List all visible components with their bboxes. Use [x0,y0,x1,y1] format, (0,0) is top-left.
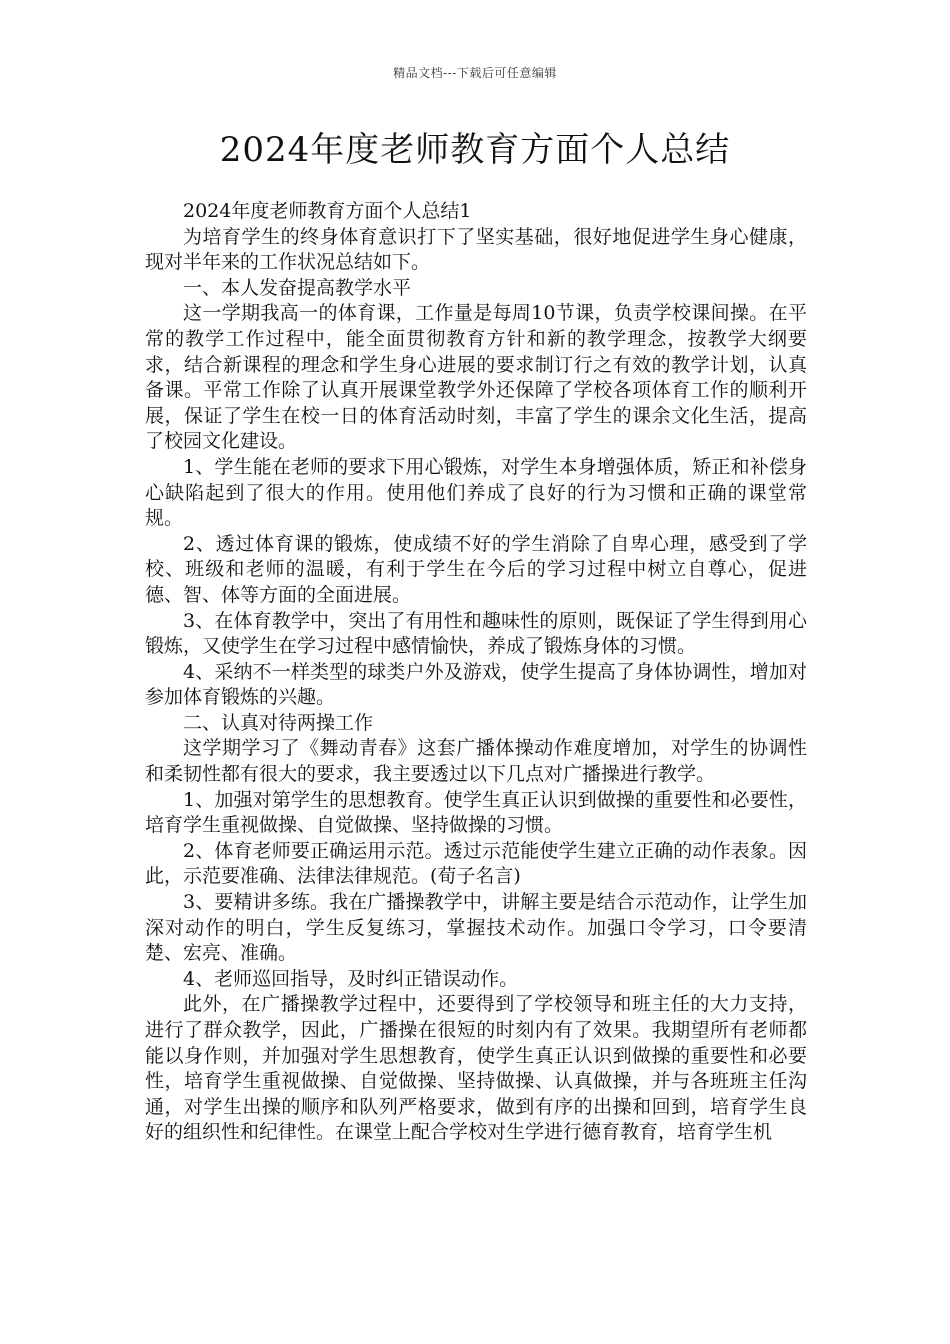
document-title: 2024年度老师教育方面个人总结 [219,130,731,170]
intro-paragraph: 为培育学生的终身体育意识打下了坚实基础，很好地促进学生身心健康，现对半年来的工作状况总结如下。 [145,225,807,274]
header-note: 精品文档---下载后可任意编辑 [393,66,557,80]
closing-paragraph: 此外，在广播操教学过程中，还要得到了学校领导和班主任的大力支持，进行了群众教学，因此，广播操在很短的时刻内有了效果。我期望所有老师都能以身作则，并加强对学生思想教育，使学生真正认识到做操的重要性和必要性，培育学生重视做操、自觉做操、坚持做操、认真做操，并与各班班主任沟通，对学生出操的顺序和队列严格要求，做到有序的出操和回到，培育学生良好的组织性和纪律性。在课堂上配合学校对生学进行德育教育，培育学生机 [145,993,807,1144]
section-1-item-4: 4、采纳不一样类型的球类户外及游戏，使学生提高了身体协调性，增加对参加体育锻炼的兴趣。 [145,660,807,709]
section-2-item-2: 2、体育老师要正确运用示范。透过示范能使学生建立正确的动作表象。因此，示范要准确、法律法律规范。(荀子名言) [145,839,807,888]
section-2-item-1: 1、加强对第学生的思想教育。使学生真正认识到做操的重要性和必要性，培育学生重视做操、自觉做操、坚持做操的习惯。 [145,788,807,837]
section-2-paragraph: 这学期学习了《舞动青春》这套广播体操动作难度增加，对学生的协调性和柔韧性都有很大的要求，我主要透过以下几点对广播操进行教学。 [145,737,807,786]
section-heading-2: 二、认真对待两操工作 [183,711,374,734]
section-2-item-3: 3、要精讲多练。我在广播操教学中，讲解主要是结合示范动作，让学生加深对动作的明白，学生反复练习，掌握技术动作。加强口令学习，口令要清楚、宏亮、准确。 [145,891,807,965]
section-1-item-3: 3、在体育教学中，突出了有用性和趣味性的原则，既保证了学生得到用心锻炼，又使学生在学习过程中感情愉快，养成了锻炼身体的习惯。 [145,609,807,658]
section-1-item-2: 2、透过体育课的锻炼，使成绩不好的学生消除了自卑心理，感受到了学校、班级和老师的温暖，有利于学生在今后的学习过程中树立自尊心，促进德、智、体等方面的全面进展。 [145,532,807,606]
document-body [145,199,807,1146]
section-2-item-4: 4、老师巡回指导，及时纠正错误动作。 [183,967,519,990]
section-heading-1: 一、本人发奋提高教学水平 [183,276,412,299]
section-1-paragraph: 这一学期我高一的体育课，工作量是每周10节课，负责学校课间操。在平常的教学工作过程中，能全面贯彻教育方针和新的教学理念，按教学大纲要求，结合新课程的理念和学生身心进展的要求制订行之有效的教学计划，认真备课。平常工作除了认真开展课堂教学外还保障了学校各项体育工作的顺利开展，保证了学生在校一日的体育活动时刻，丰富了学生的课余文化生活，提高了校园文化建设。 [145,302,807,453]
subtitle-paragraph: 2024年度老师教育方面个人总结1 [183,200,472,222]
section-1-item-1: 1、学生能在老师的要求下用心锻炼，对学生本身增强体质，矫正和补偿身心缺陷起到了很大的作用。使用他们养成了良好的行为习惯和正确的课堂常规。 [145,455,807,530]
